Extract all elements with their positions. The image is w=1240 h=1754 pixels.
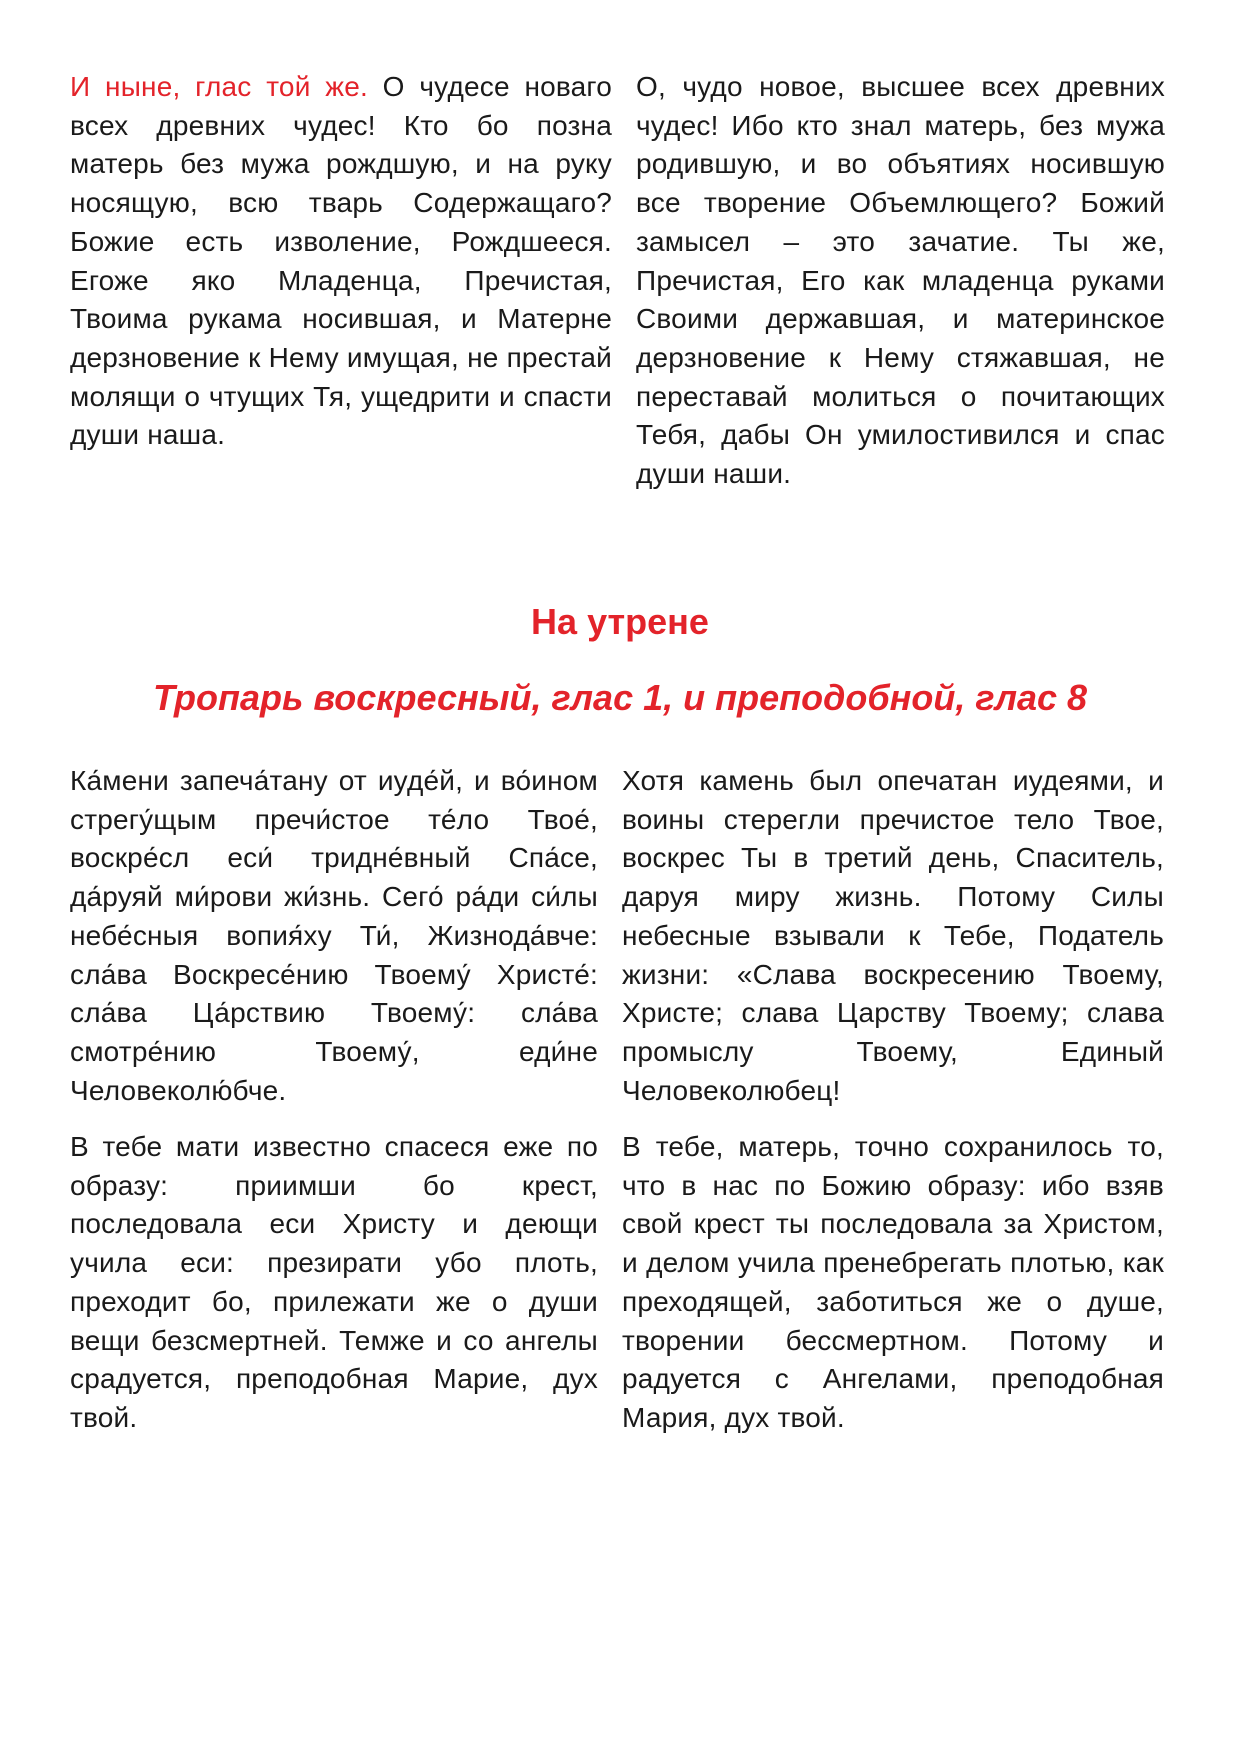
section-heading-morning: На утрене xyxy=(531,601,709,642)
troparion-1-slavonic: Ка́мени запеча́тану от иуде́й, и во́ином стрегу́щым пречи́стое те́ло Твое́, воскре́сл еси́ тридне́вный Спа́се, да́руяй ми́рови жи́знь. Сего́ ра́ди си́лы небе́сныя вопия́ху Ти́, Жизнода́вче: сла́ва Воскресе́нию Твоему́ Христе́: сла́ва Ца́рствию Твоему́: сла́ва смотре́нию Твоему́, еди́не Человеколю́бче. xyxy=(70,765,598,1106)
troparion-1-left-column xyxy=(70,762,598,1110)
troparion-1-translation: Хотя камень был опечатан иудеями, и воины стерегли пречистое тело Твое, воскрес Ты в третий день, Спаситель, даруя миру жизнь. Потому Силы небесные взывали к Тебе, Податель жизни: «Слава воскресению Твоему, Христе; слава Царству Твоему; слава промыслу Твоему, Единый Человеколюбец! xyxy=(622,765,1164,1106)
troparion-2-translation: В тебе, матерь, точно сохранилось то, что в нас по Божию образу: ибо взяв свой крест ты последовала за Христом, и делом учила пренебрегать плотью, как преходящей, заботиться же о душе, творении бессмертном. Потому и радуется с Ангелами, преподобная Мария, дух твой. xyxy=(622,1131,1164,1433)
troparion-1-right-column xyxy=(622,762,1164,1110)
troparion-2-slavonic: В тебе мати известно спасеся еже по образу: приимши бо крест, последовала еси Христу и деющи учила еси: презирати убо плоть, преходит бо, прилежати же о души вещи безсмертней. Темже и со ангелы срадуется, преподобная Марие, дух твой. xyxy=(70,1131,598,1433)
troparion-2-left-column xyxy=(70,1128,598,1438)
top-left-column xyxy=(70,68,612,455)
troparion-2-right-column xyxy=(622,1128,1164,1438)
top-left-paragraph xyxy=(70,68,612,455)
verse-lead-label: И ныне, глас той же. xyxy=(70,71,368,102)
top-right-column xyxy=(636,68,1165,494)
top-right-paragraph: О, чудо новое, высшее всех древних чудес! Ибо кто знал матерь, без мужа родившую, и во объятиях носившую все творение Объемлющего? Божий замысел – это зачатие. Ты же, Пречистая, Его как младенца руками Своими державшая, и материнское дерзновение к Нему стяжавшая, не переставай молиться о почитающих Тебя, дабы Он умилостивился и спас души наши. xyxy=(636,71,1165,490)
section-subheading-troparion: Тропарь воскресный, глас 1, и преподобной, глас 8 xyxy=(152,677,1088,718)
verse-text: О чудесе новаго всех древних чудес! Кто бо позна матерь без мужа рождшую, и на руку носящую, всю тварь Содержащаго? Божие есть изволение, Рождшееся. Егоже яко Младенца, Пречистая, Твоима рукама носившая, и Матерне дерзновение к Нему имущая, не престай молящи о чтущих Тя, ущедрити и спасти души наша. xyxy=(70,71,612,451)
